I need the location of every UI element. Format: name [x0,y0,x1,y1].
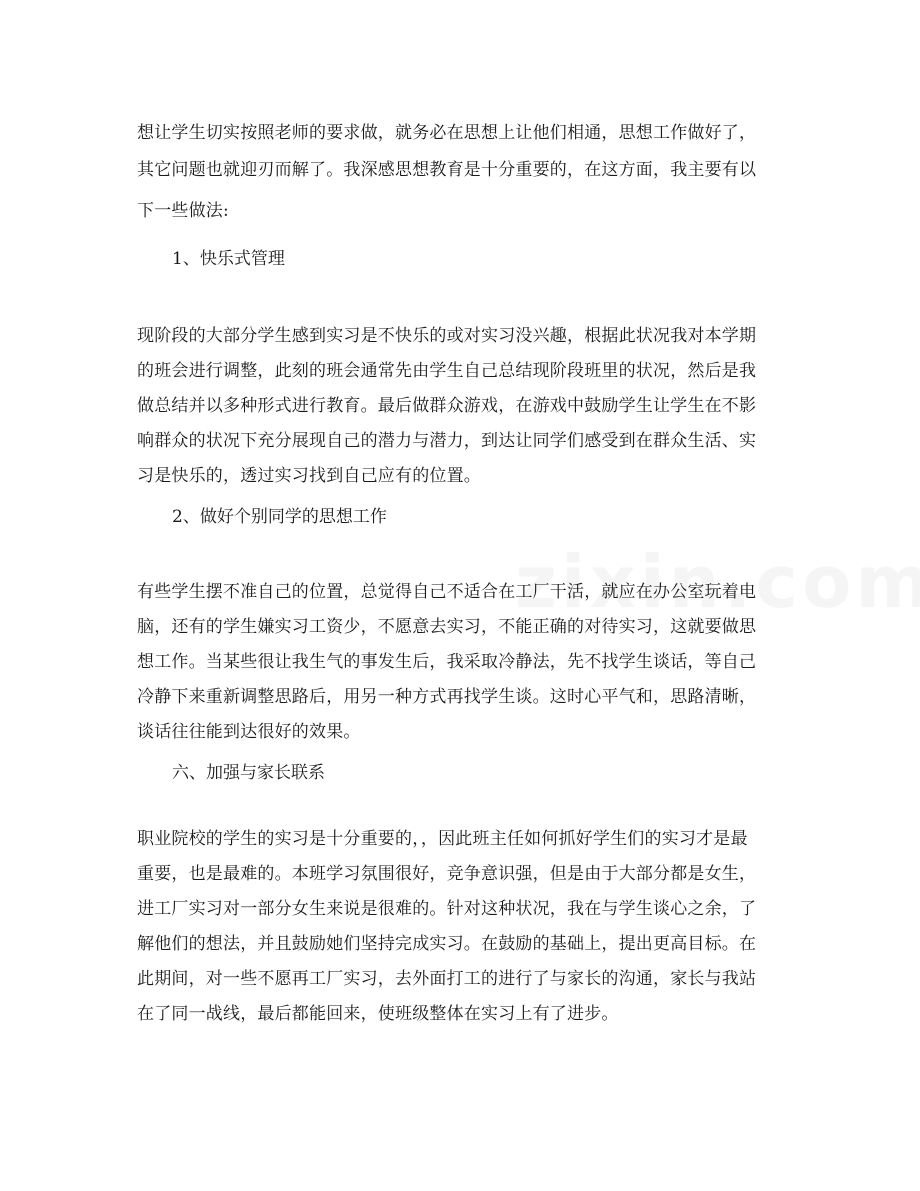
paragraph-line: 有些学生摆不准自己的位置，总觉得自己不适合在工厂干活，就应在办公室玩着电 [137,582,757,602]
paragraph-line: 职业院校的学生的实习是十分重要的，，因此班主任如何抓好学生们的实习才是最 [137,829,748,849]
paragraph-line: 进工厂实习对一部分女生来说是很难的。针对这种状况，我在与学生谈心之余，了 [137,899,757,919]
paragraph-line: 响群众的状况下充分展现自己的潜力与潜力，到达让同学们感受到在群众生活、实 [137,431,757,451]
paragraph-line: 解他们的想法，并且鼓励她们坚持完成实习。在鼓励的基础上，提出更高目标。在 [137,934,757,954]
section-heading: 六、加强与家长联系 [172,763,325,783]
paragraph-line: 做总结并以多种形式进行教育。最后做群众游戏，在游戏中鼓励学生让学生在不影 [137,396,757,416]
paragraph-line: 想让学生切实按照老师的要求做，就务必在思想上让他们相通，思想工作做好了， [137,123,757,143]
paragraph-line: 其它问题也就迎刃而解了。我深感思想教育是十分重要的，在这方面，我主要有以 [137,160,757,180]
paragraph-line: 的班会进行调整，此刻的班会通常先由学生自己总结现阶段班里的状况，然后是我 [137,361,757,381]
paragraph-line: 现阶段的大部分学生感到实习是不快乐的或对实习没兴趣，根据此状况我对本学期 [137,326,757,346]
paragraph-line: 想工作。当某些很让我生气的事发生后，我采取冷静法，先不找学生谈话，等自己 [137,652,757,672]
paragraph-line: 冷静下来重新调整思路后，用另一种方式再找学生谈。这时心平气和，思路清晰， [137,687,757,707]
paragraph-line: 脑，还有的学生嫌实习工资少，不愿意去实习，不能正确的对待实习，这就要做思 [137,617,757,637]
paragraph-line: 重要，也是最难的。本班学习氛围很好，竞争意识强，但是由于大部分都是女生， [137,864,757,884]
paragraph-line: 下一些做法: [137,201,229,221]
paragraph-line: 谈话往往能到达很好的效果。 [137,722,361,742]
section-heading: 2、做好个别同学的思想工作 [172,507,387,527]
paragraph-line: 在了同一战线，最后都能回来，使班级整体在实习上有了进步。 [137,1004,619,1024]
section-heading: 1、快乐式管理 [172,249,285,269]
paragraph-line: 此期间，对一些不愿再工厂实习，去外面打工的进行了与家长的沟通，家长与我站 [137,969,757,989]
paragraph-line: 习是快乐的，透过实习找到自己应有的位置。 [137,466,481,486]
